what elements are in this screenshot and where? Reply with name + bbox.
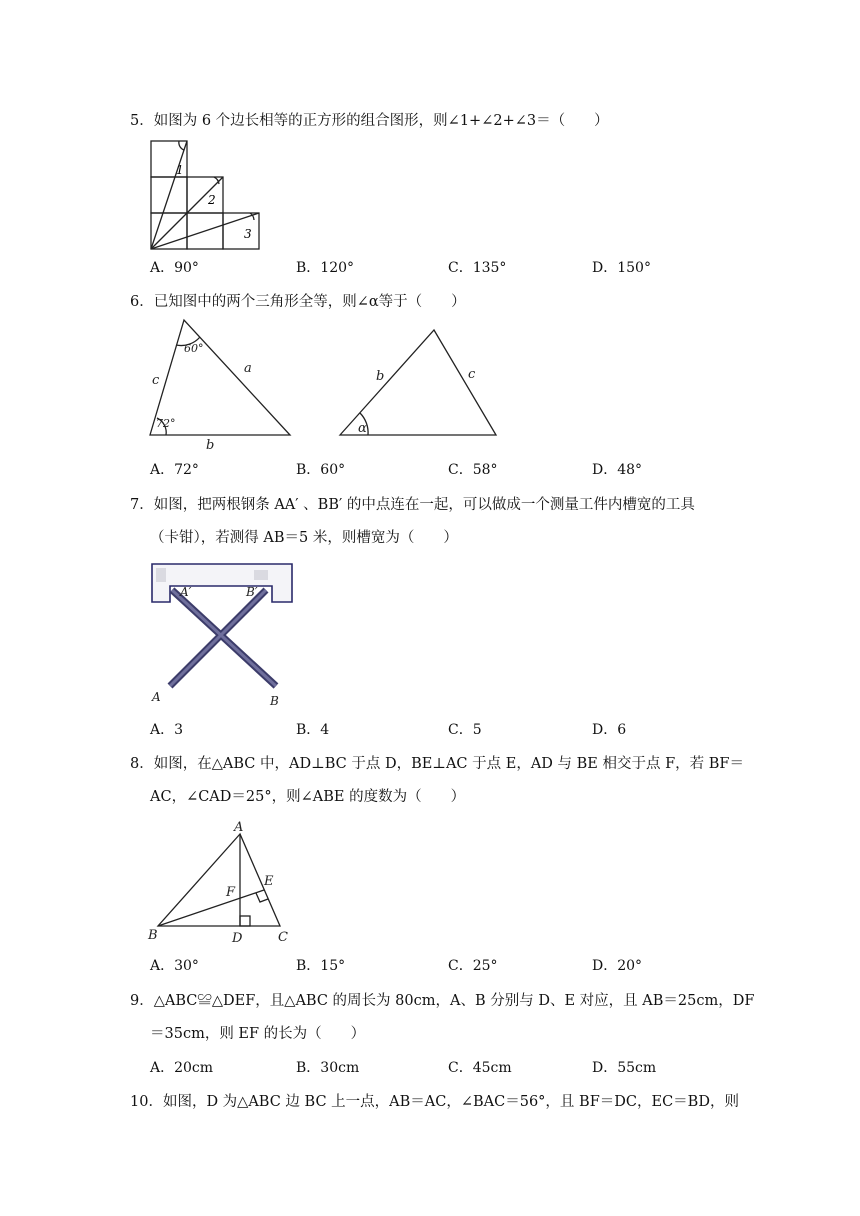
q8-label-c: C bbox=[278, 930, 288, 945]
q8-figure bbox=[146, 816, 296, 950]
q6-figure bbox=[140, 314, 510, 453]
q7-label-a-prime: A′ bbox=[180, 585, 192, 599]
q8-label-d: D bbox=[232, 931, 243, 946]
q6-option-d[interactable]: D．48° bbox=[592, 462, 643, 478]
q6-angle-left: 72° bbox=[156, 417, 176, 430]
q5-label-2: 2 bbox=[208, 193, 216, 207]
q8-text-line2: AC，∠CAD＝25°，则∠ABE 的度数为（ ） bbox=[150, 789, 466, 805]
q5-figure bbox=[146, 138, 266, 254]
q5-label-3: 3 bbox=[244, 227, 252, 241]
q10-text-line1: 10．如图，D 为△ABC 边 BC 上一点，AB＝AC，∠BAC＝56°，且 BF＝DC，EC＝BD，则 bbox=[130, 1094, 739, 1110]
q5-option-b[interactable]: B．120° bbox=[296, 260, 355, 276]
q5-text: 5．如图为 6 个边长相等的正方形的组合图形，则∠1+∠2+∠3＝（ ） bbox=[130, 113, 609, 129]
q6-side-a: a bbox=[244, 361, 252, 376]
q7-label-b: B bbox=[270, 694, 279, 708]
q8-label-a: A bbox=[234, 820, 244, 835]
q8-option-b[interactable]: B．15° bbox=[296, 958, 346, 974]
q9-option-b[interactable]: B．30cm bbox=[296, 1060, 360, 1076]
q6-text: 6．已知图中的两个三角形全等，则∠α等于（ ） bbox=[130, 294, 466, 310]
q6-side-b2: b bbox=[376, 369, 385, 384]
q7-label-b-prime: B′ bbox=[246, 585, 258, 599]
q6-option-b[interactable]: B．60° bbox=[296, 462, 346, 478]
q9-option-a[interactable]: A．20cm bbox=[150, 1060, 214, 1076]
q5-option-d[interactable]: D．150° bbox=[592, 260, 651, 276]
q6-angle-top: 60° bbox=[184, 342, 204, 355]
q7-option-c[interactable]: C．5 bbox=[448, 722, 482, 738]
q8-label-f: F bbox=[226, 885, 236, 900]
q5-option-a[interactable]: A．90° bbox=[150, 260, 199, 276]
q8-option-d[interactable]: D．20° bbox=[592, 958, 643, 974]
q8-label-b: B bbox=[148, 928, 158, 943]
q6-side-b: b bbox=[206, 438, 215, 453]
q9-text-line1: 9．△ABC≌△DEF，且△ABC 的周长为 80cm，A、B 分别与 D、E 对应，且 AB＝25cm，DF bbox=[130, 993, 755, 1009]
q6-side-c2: c bbox=[468, 367, 476, 382]
q7-text-line1: 7．如图，把两根钢条 AA′ 、BB′ 的中点连在一起，可以做成一个测量工件内槽宽的工具 bbox=[130, 497, 695, 513]
q9-option-d[interactable]: D．55cm bbox=[592, 1060, 657, 1076]
q6-option-c[interactable]: C．58° bbox=[448, 462, 498, 478]
q6-side-c: c bbox=[152, 373, 160, 388]
q8-option-c[interactable]: C．25° bbox=[448, 958, 498, 974]
q7-option-b[interactable]: B．4 bbox=[296, 722, 330, 738]
q5-label-1: 1 bbox=[176, 163, 184, 177]
q7-label-a: A bbox=[152, 690, 161, 704]
q8-text-line1: 8．如图，在△ABC 中，AD⊥BC 于点 D，BE⊥AC 于点 E，AD 与 BE 相交于点 F，若 BF＝ bbox=[130, 756, 744, 772]
q7-option-a[interactable]: A．3 bbox=[150, 722, 184, 738]
q6-alpha: α bbox=[358, 421, 367, 436]
q8-label-e: E bbox=[264, 874, 274, 889]
q6-option-a[interactable]: A．72° bbox=[150, 462, 199, 478]
q7-option-d[interactable]: D．6 bbox=[592, 722, 627, 738]
q7-figure bbox=[148, 562, 298, 714]
q5-option-c[interactable]: C．135° bbox=[448, 260, 507, 276]
q9-text-line2: ＝35cm，则 EF 的长为（ ） bbox=[150, 1026, 366, 1042]
q7-text-line2: （卡钳），若测得 AB＝5 米，则槽宽为（ ） bbox=[150, 530, 458, 546]
q9-option-c[interactable]: C．45cm bbox=[448, 1060, 512, 1076]
q8-option-a[interactable]: A．30° bbox=[150, 958, 199, 974]
